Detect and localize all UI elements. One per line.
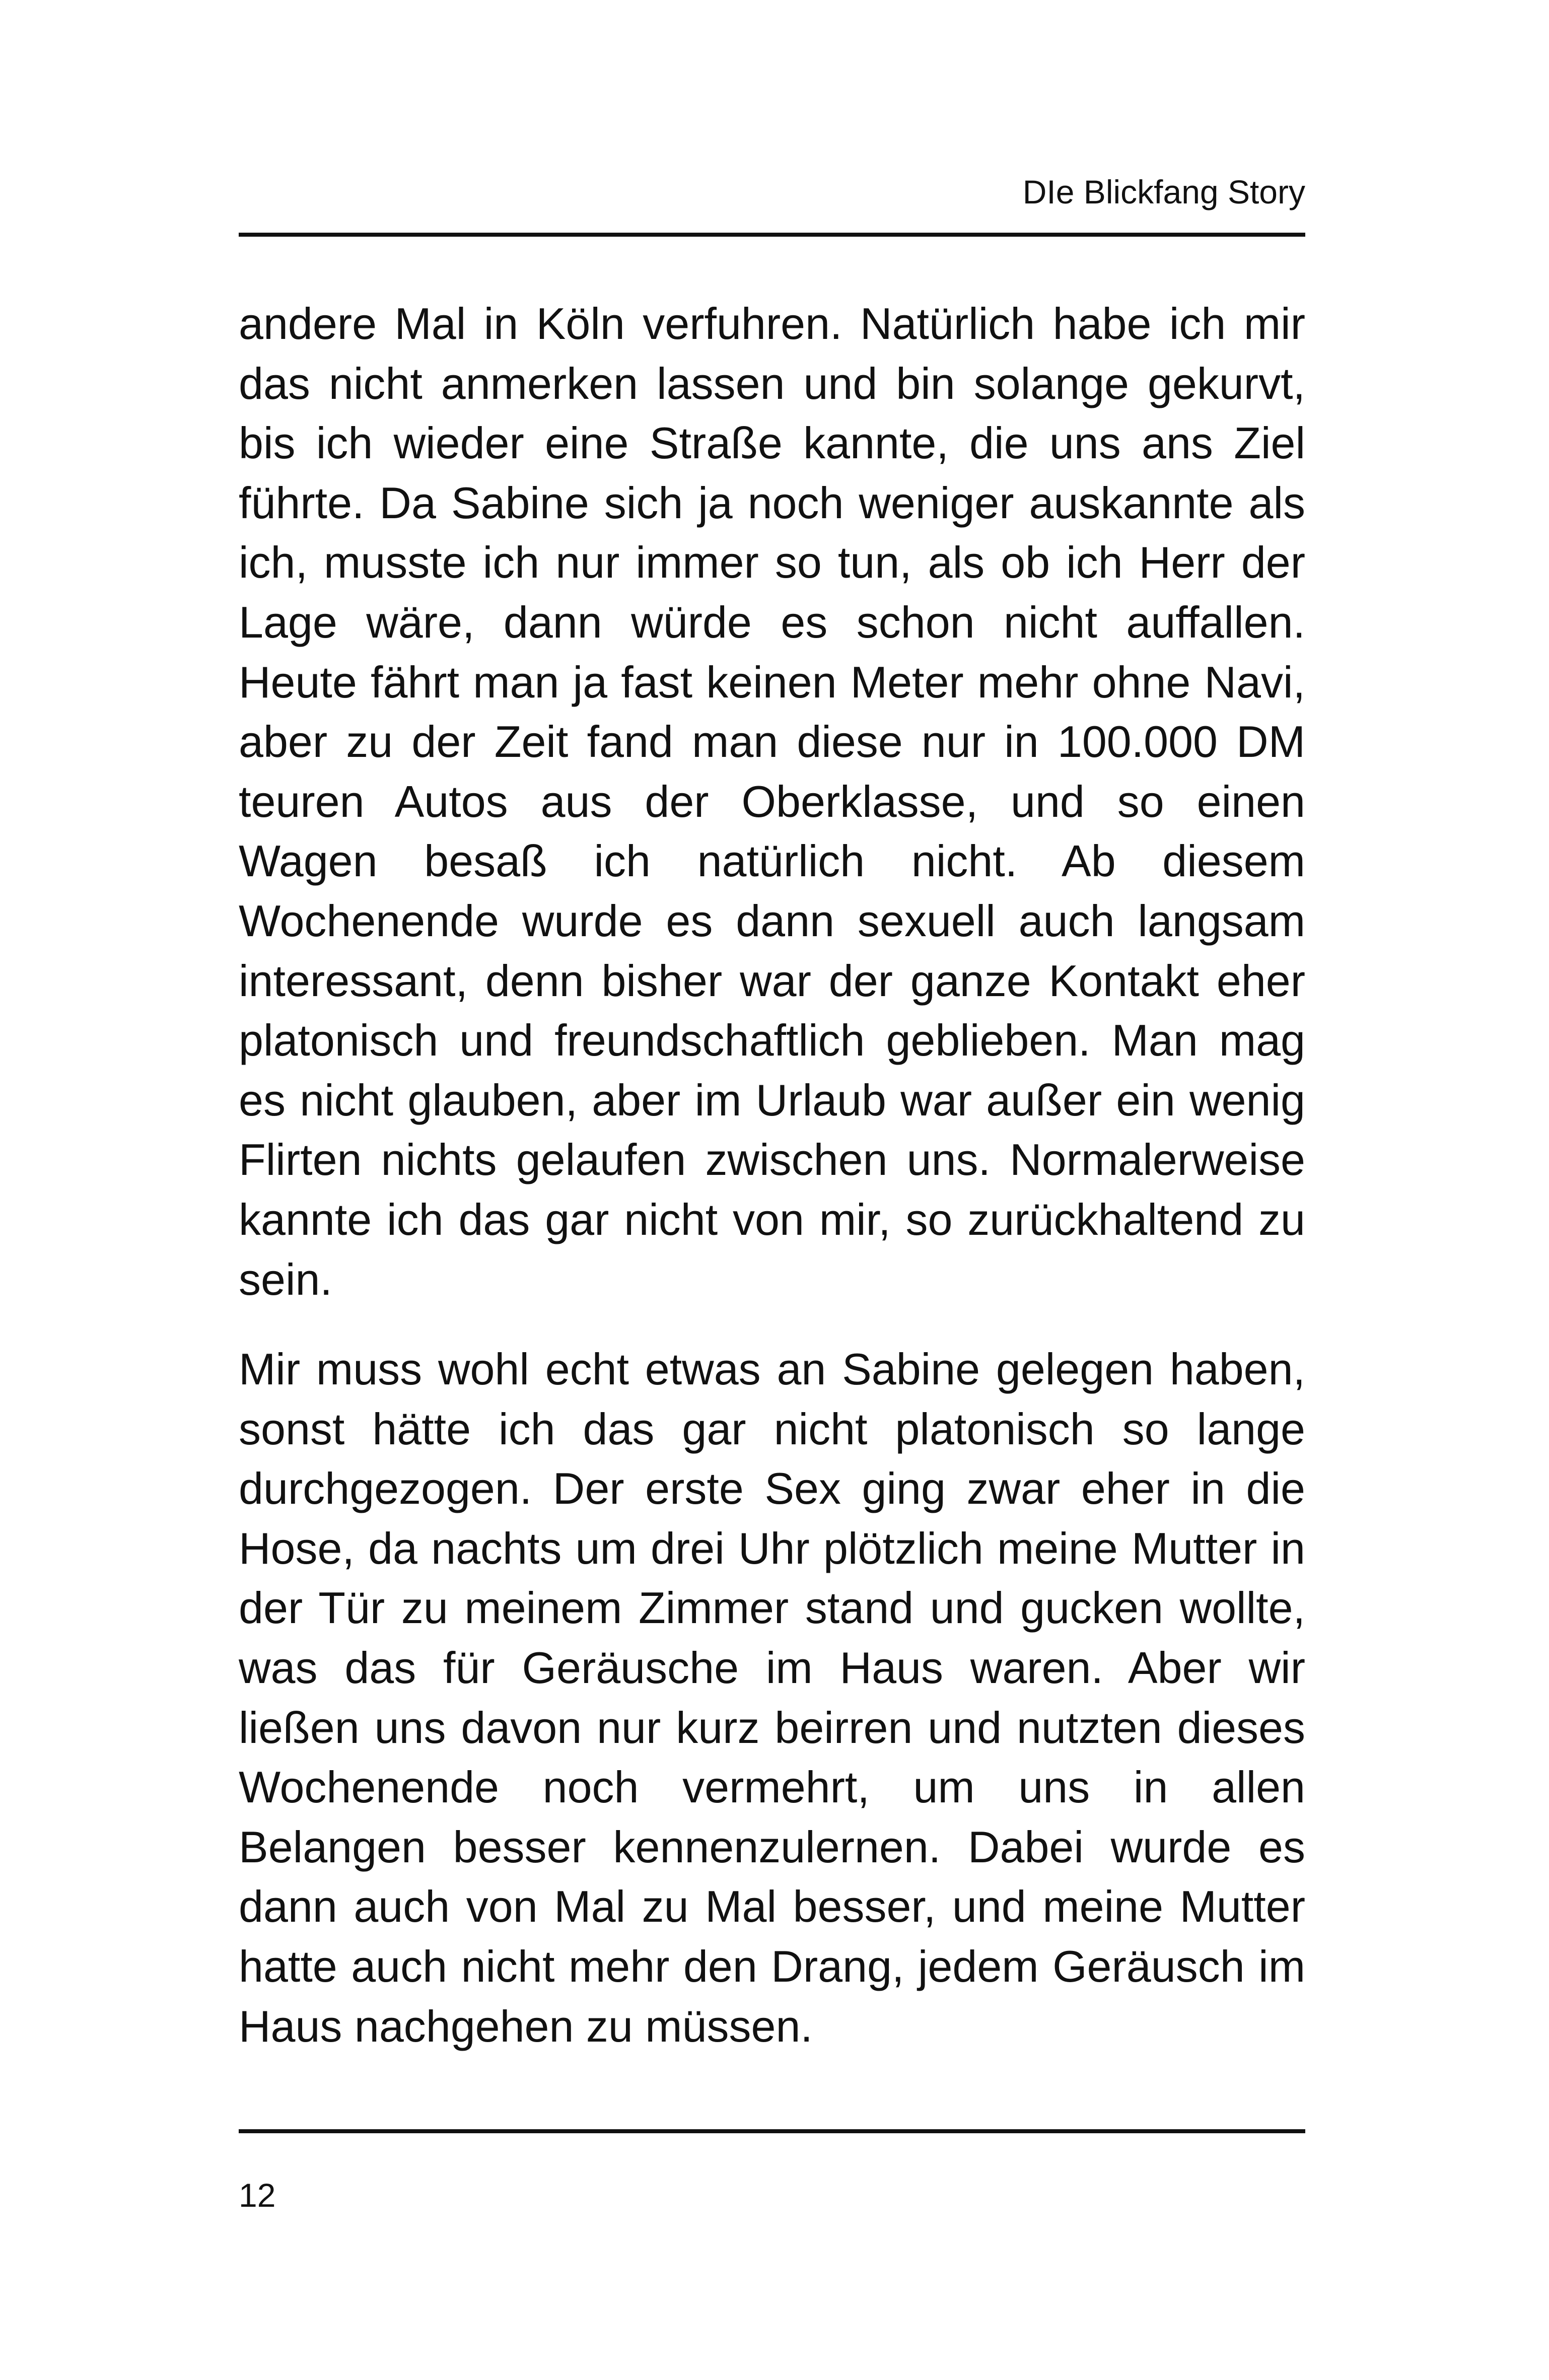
paragraph: andere Mal in Köln verfuhren. Natürlich habe ich mir das nicht anmerken lassen und bin solange gekurvt, bis ich wieder eine Straße kannte, die uns ans Ziel führte. Da Sabine sich ja noch weniger auskannte als ich, musste ich nur immer so tun, als ob ich Herr der Lage wäre, dann würde es schon nicht auffallen. Heute fährt man ja fast keinen Meter mehr ohne Navi, aber zu der Zeit fand man diese nur in 100.000 DM teuren Autos aus der Oberklasse, und so einen Wagen besaß ich natürlich nicht. Ab diesem Wochenende wurde es dann sexuell auch langsam interessant, denn bisher war der ganze Kontakt eher platonisch und freundschaftlich geblieben. Man mag es nicht glauben, aber im Urlaub war außer ein wenig Flirten nichts gelaufen zwischen uns. Normalerweise kannte ich das gar nicht von mir, so zurückhaltend zu sein. — [239, 299, 1305, 1304]
header-divider — [239, 233, 1305, 237]
page-number: 12 — [239, 2177, 276, 2214]
footer-divider — [239, 2129, 1305, 2133]
body-text — [239, 294, 1305, 2056]
paragraph: Mir muss wohl echt etwas an Sabine gelegen haben, sonst hätte ich das gar nicht platonisch so lange durchgezogen. Der erste Sex ging zwar eher in die Hose, da nachts um drei Uhr plötzlich meine Mutter in der Tür zu meinem Zimmer stand und gucken wollte, was das für Geräusche im Haus waren. Aber wir ließen uns davon nur kurz beirren und nutzten dieses Wochenende noch vermehrt, um uns in allen Belangen besser kennenzulernen. Dabei wurde es dann auch von Mal zu Mal besser, und meine Mutter hatte auch nicht mehr den Drang, jedem Geräusch im Haus nachgehen zu müssen. — [239, 1344, 1305, 2051]
running-header-title: DIe Blickfang Story — [1022, 173, 1305, 211]
